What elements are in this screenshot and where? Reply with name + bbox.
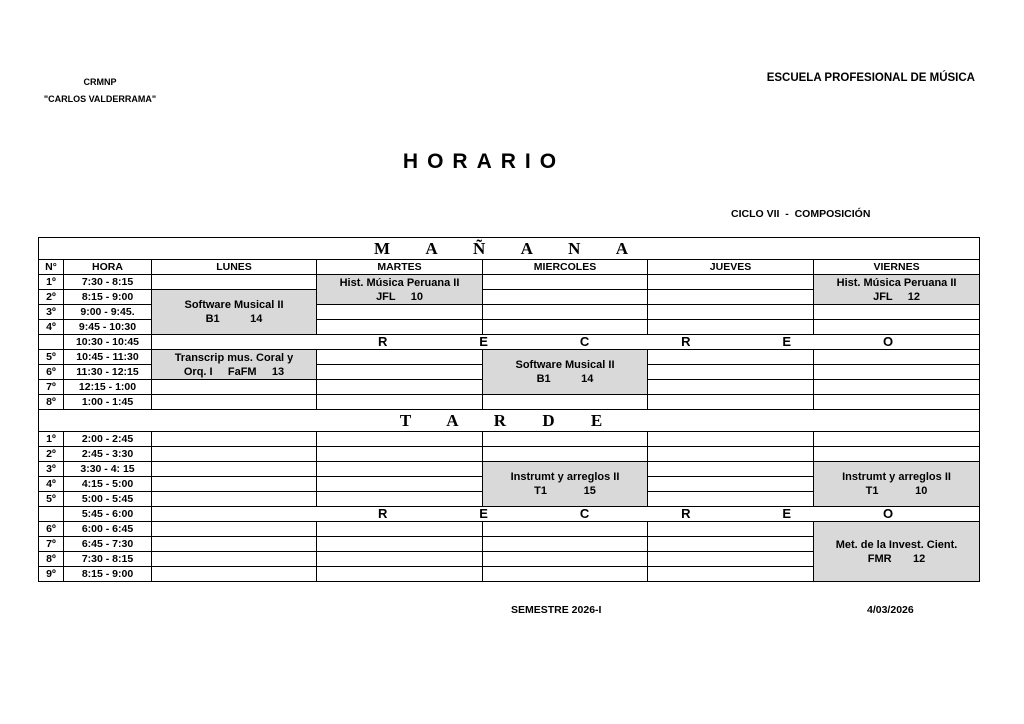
period-hour: 12:15 - 1:00 <box>64 380 152 395</box>
col-header: MIERCOLES <box>483 260 648 275</box>
recess-letter: O <box>883 334 894 349</box>
semester-label: SEMESTRE 2026-I <box>511 604 602 616</box>
table-row <box>39 395 980 410</box>
slot <box>814 395 980 410</box>
period-number: 3º <box>39 305 64 320</box>
col-header: JUEVES <box>648 260 814 275</box>
table-row <box>39 275 980 290</box>
band-afternoon: T A R D E <box>39 410 980 432</box>
recess-label <box>152 507 980 522</box>
slot <box>152 492 317 507</box>
course-code: JFL 12 <box>873 290 920 303</box>
slot <box>483 432 648 447</box>
schedule-table <box>38 237 980 582</box>
slot <box>483 305 648 320</box>
page-title: HORARIO <box>402 150 566 173</box>
slot <box>648 552 814 567</box>
slot <box>814 432 980 447</box>
period-hour: 7:30 - 8:15 <box>64 552 152 567</box>
slot <box>814 350 980 365</box>
recess-letter: E <box>782 334 792 349</box>
period-hour: 11:30 - 12:15 <box>64 365 152 380</box>
slot <box>648 380 814 395</box>
course-name: Hist. Música Peruana II <box>836 276 957 289</box>
course-name: Transcrip mus. Coral y <box>174 351 294 364</box>
slot <box>317 395 483 410</box>
recess-letter: R <box>681 334 691 349</box>
slot <box>648 537 814 552</box>
slot <box>317 567 483 582</box>
period-hour: 6:00 - 6:45 <box>64 522 152 537</box>
slot <box>152 552 317 567</box>
period-hour: 8:15 - 9:00 <box>64 567 152 582</box>
course-cell-mar-hist <box>317 275 483 305</box>
slot <box>648 275 814 290</box>
col-header: LUNES <box>152 260 317 275</box>
slot <box>648 320 814 335</box>
ciclo-label: CICLO VII - COMPOSICIÓN <box>731 208 871 220</box>
period-number: 9º <box>39 567 64 582</box>
slot <box>483 275 648 290</box>
slot <box>317 350 483 365</box>
slot <box>483 290 648 305</box>
slot <box>152 275 317 290</box>
recess-letter: E <box>479 334 488 349</box>
slot <box>152 477 317 492</box>
course-code: JFL 10 <box>376 290 423 303</box>
institution-line-1: CRMNP <box>83 77 117 87</box>
slot <box>483 395 648 410</box>
slot <box>814 365 980 380</box>
period-hour: 1:00 - 1:45 <box>64 395 152 410</box>
slot <box>648 462 814 477</box>
period-number: 7º <box>39 537 64 552</box>
period-number: 7º <box>39 380 64 395</box>
slot <box>814 447 980 462</box>
course-name: Met. de la Invest. Cient. <box>835 538 958 551</box>
course-cell-lun-soft <box>152 290 317 335</box>
period-number: 1º <box>39 275 64 290</box>
recess-row <box>39 507 980 522</box>
slot <box>152 537 317 552</box>
slot <box>317 492 483 507</box>
course-name: Instrumt y arreglos II <box>842 471 951 483</box>
slot <box>648 492 814 507</box>
band-morning: M A Ñ A N A <box>39 238 980 260</box>
course-name: Hist. Música Peruana II <box>339 276 460 289</box>
slot <box>648 290 814 305</box>
period-hour: 7:30 - 8:15 <box>64 275 152 290</box>
course-code: T1 15 <box>534 485 596 497</box>
slot <box>483 320 648 335</box>
table-row <box>39 447 980 462</box>
col-header: MARTES <box>317 260 483 275</box>
slot <box>648 567 814 582</box>
slot <box>483 537 648 552</box>
period-hour: 2:00 - 2:45 <box>64 432 152 447</box>
course-cell-vie-met <box>814 522 980 582</box>
period-hour: 10:45 - 11:30 <box>64 350 152 365</box>
period-number: 6º <box>39 365 64 380</box>
course-code: Orq. I FaFM 13 <box>183 365 285 378</box>
course-cell-vie-instr <box>814 462 980 507</box>
institution-line-2: "CARLOS VALDERRAMA" <box>43 94 157 104</box>
table-row <box>39 350 980 365</box>
date-label: 4/03/2026 <box>867 604 914 616</box>
recess-letter: R <box>377 506 388 521</box>
recess-letter: E <box>782 506 792 521</box>
table-row <box>39 522 980 537</box>
slot <box>483 447 648 462</box>
header-row <box>39 260 980 275</box>
slot <box>648 432 814 447</box>
slot <box>648 477 814 492</box>
period-hour: 5:00 - 5:45 <box>64 492 152 507</box>
course-cell-mie-soft <box>483 350 648 395</box>
col-header: VIERNES <box>814 260 980 275</box>
period-hour: 2:45 - 3:30 <box>64 447 152 462</box>
slot <box>317 305 483 320</box>
course-name: Software Musical II <box>184 299 284 311</box>
course-name: Instrumt y arreglos II <box>510 471 620 483</box>
period-number: 8º <box>39 395 64 410</box>
period-hour: 4:15 - 5:00 <box>64 477 152 492</box>
slot <box>648 522 814 537</box>
slot <box>39 335 64 350</box>
period-hour: 3:30 - 4: 15 <box>64 462 152 477</box>
table-row <box>39 432 980 447</box>
slot <box>317 447 483 462</box>
slot <box>814 320 980 335</box>
slot <box>648 395 814 410</box>
slot <box>317 462 483 477</box>
course-code: T1 10 <box>865 485 928 497</box>
recess-letter: R <box>377 334 388 349</box>
period-number: 2º <box>39 290 64 305</box>
slot <box>317 320 483 335</box>
period-number: 2º <box>39 447 64 462</box>
slot <box>317 432 483 447</box>
course-cell-lun-trans <box>152 350 317 380</box>
table-row <box>39 462 980 477</box>
slot <box>317 380 483 395</box>
slot <box>39 507 64 522</box>
slot <box>317 365 483 380</box>
course-code: B1 14 <box>205 313 263 325</box>
period-number: 5º <box>39 492 64 507</box>
slot <box>152 380 317 395</box>
recess-letter: R <box>681 506 691 521</box>
slot <box>152 522 317 537</box>
slot <box>814 305 980 320</box>
slot <box>317 537 483 552</box>
slot <box>152 447 317 462</box>
course-code: FMR 12 <box>867 552 926 565</box>
period-hour: 9:45 - 10:30 <box>64 320 152 335</box>
period-hour: 10:30 - 10:45 <box>64 335 152 350</box>
slot <box>152 395 317 410</box>
period-hour: 9:00 - 9:45. <box>64 305 152 320</box>
period-number: 5º <box>39 350 64 365</box>
recess-letter: C <box>579 506 590 521</box>
recess-letter: O <box>883 506 894 521</box>
recess-letter: C <box>579 334 590 349</box>
slot <box>648 350 814 365</box>
slot <box>648 305 814 320</box>
slot <box>648 365 814 380</box>
period-hour: 6:45 - 7:30 <box>64 537 152 552</box>
recess-row <box>39 335 980 350</box>
col-header: N° <box>39 260 64 275</box>
recess-letter: E <box>479 506 488 521</box>
institution-name <box>30 74 170 108</box>
slot <box>152 567 317 582</box>
slot <box>483 552 648 567</box>
period-hour: 8:15 - 9:00 <box>64 290 152 305</box>
slot <box>317 552 483 567</box>
period-number: 4º <box>39 477 64 492</box>
slot <box>317 522 483 537</box>
slot <box>483 567 648 582</box>
slot <box>317 477 483 492</box>
slot <box>814 380 980 395</box>
recess-label <box>152 335 980 350</box>
slot <box>152 462 317 477</box>
col-header: HORA <box>64 260 152 275</box>
course-cell-mie-instr <box>483 462 648 507</box>
slot <box>483 522 648 537</box>
period-number: 4º <box>39 320 64 335</box>
course-cell-vie-hist <box>814 275 980 305</box>
period-number: 3º <box>39 462 64 477</box>
course-name: Software Musical II <box>515 359 615 371</box>
slot <box>152 432 317 447</box>
course-code: B1 14 <box>536 373 594 385</box>
period-number: 1º <box>39 432 64 447</box>
slot <box>648 447 814 462</box>
school-name: ESCUELA PROFESIONAL DE MÚSICA <box>766 72 975 84</box>
period-number: 6º <box>39 522 64 537</box>
period-number: 8º <box>39 552 64 567</box>
period-hour: 5:45 - 6:00 <box>64 507 152 522</box>
